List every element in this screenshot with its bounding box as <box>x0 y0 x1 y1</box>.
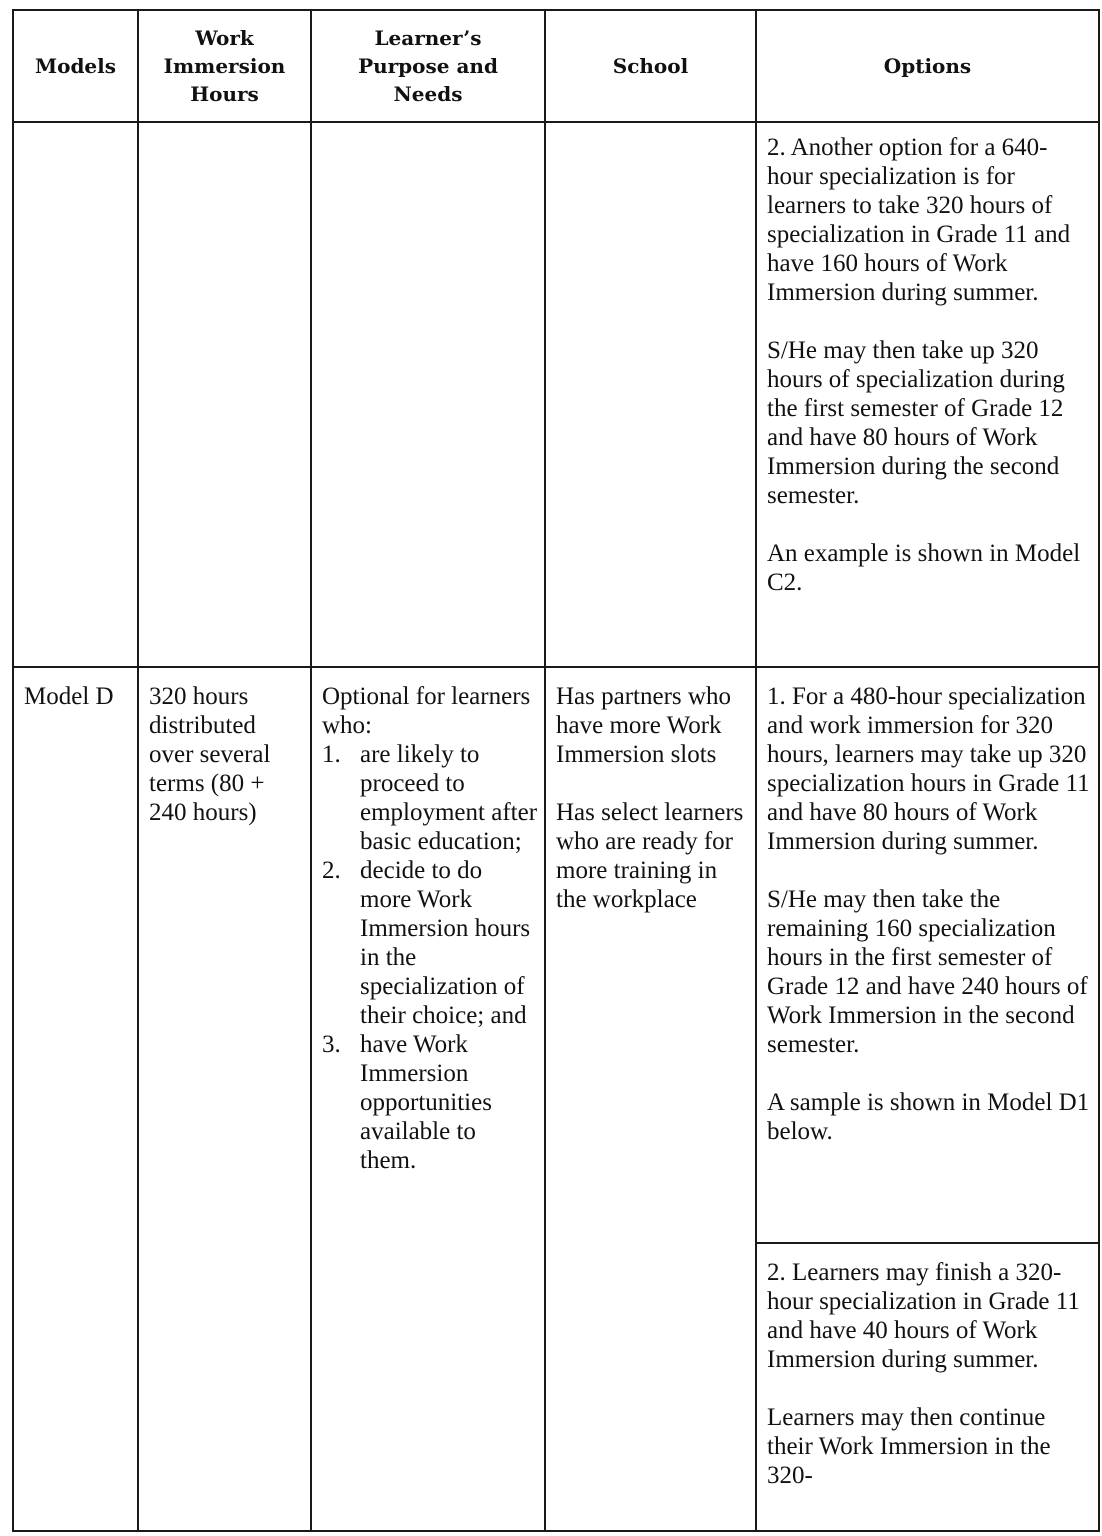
list-item-number: 1. <box>322 741 341 768</box>
model-d-hours: 320 hours distributed over several terms (80 + 240 hours) <box>149 683 271 826</box>
model-d-option2-paragraph1: 2. Learners may finish a 320-hour specialization in Grade 11 and have 40 hours of Work Immersion during summer. <box>767 1259 1080 1373</box>
list-item <box>322 740 538 856</box>
model-c-purpose-cell <box>311 122 545 667</box>
list-item <box>322 856 538 1030</box>
header-hours-line1: Work <box>195 26 254 50</box>
list-item <box>322 1030 538 1175</box>
work-immersion-models-table <box>12 9 1100 1532</box>
list-item-text: are likely to proceed to employment after basic education; <box>360 741 538 855</box>
model-d-purpose-cell <box>311 667 545 1531</box>
list-item-text: have Work Immersion opportunities available to them. <box>360 1031 492 1174</box>
model-c-option2-paragraph1: 2. Another option for a 640-hour specialization is for learners to take 320 hours of specialization in Grade 11 and have 160 hours of Work Immersion during summer. <box>767 134 1071 306</box>
header-options: Options <box>756 10 1099 122</box>
model-c-hours-cell <box>138 122 311 667</box>
model-c-continued-row <box>13 122 1099 667</box>
model-d-option1-paragraph2: S/He may then take the remaining 160 specialization hours in the first semester of Grade 12 and have 240 hours of Work Immersion in the second semester. <box>767 886 1088 1058</box>
model-d-models-cell <box>13 667 138 1531</box>
list-item-number: 3. <box>322 1031 341 1058</box>
header-purpose-line1: Learner’s <box>374 26 482 50</box>
header-school: School <box>545 10 756 122</box>
model-c-option2-paragraph3: An example is shown in Model C2. <box>767 540 1081 596</box>
model-c-school-cell <box>545 122 756 667</box>
header-learners-purpose <box>311 10 545 122</box>
model-d-option1-cell <box>756 667 1099 1243</box>
header-purpose-line2: Purpose and <box>358 54 498 78</box>
model-d-school-paragraph2: Has select learners who are ready for more training in the workplace <box>556 799 744 913</box>
list-item-text: decide to do more Work Immersion hours in the specialization of their choice; and <box>360 857 531 1029</box>
model-d-school-cell <box>545 667 756 1531</box>
model-d-label: Model D <box>24 683 114 710</box>
model-d-option1-paragraph3: A sample is shown in Model D1 below. <box>767 1089 1090 1145</box>
model-c-options-cell <box>756 122 1099 667</box>
model-d-hours-cell <box>138 667 311 1531</box>
header-work-immersion-hours <box>138 10 311 122</box>
list-item-number: 2. <box>322 857 341 884</box>
header-models: Models <box>13 10 138 122</box>
model-d-purpose-intro: Optional for learners who: <box>322 683 531 739</box>
model-d-school-paragraph1: Has partners who have more Work Immersion slots <box>556 683 731 768</box>
model-d-option2-paragraph2: Learners may then continue their Work Immersion in the 320- <box>767 1404 1051 1489</box>
model-c-models-cell <box>13 122 138 667</box>
model-d-purpose-list <box>322 740 538 1175</box>
header-hours-line2: Immersion <box>163 54 286 78</box>
model-d-option1-paragraph1: 1. For a 480-hour specialization and work immersion for 320 hours, learners may take up 320 specialization hours in Grade 11 and have 80 hours of Work Immersion during summer. <box>767 683 1090 855</box>
header-hours-line3: Hours <box>190 82 259 106</box>
model-d-row-option1 <box>13 667 1099 1243</box>
header-row <box>13 10 1099 122</box>
header-purpose-line3: Needs <box>393 82 463 106</box>
model-c-option2-paragraph2: S/He may then take up 320 hours of specialization during the first semester of Grade 12 and have 80 hours of Work Immersion during the second semester. <box>767 337 1065 509</box>
model-d-option2-cell <box>756 1243 1099 1531</box>
